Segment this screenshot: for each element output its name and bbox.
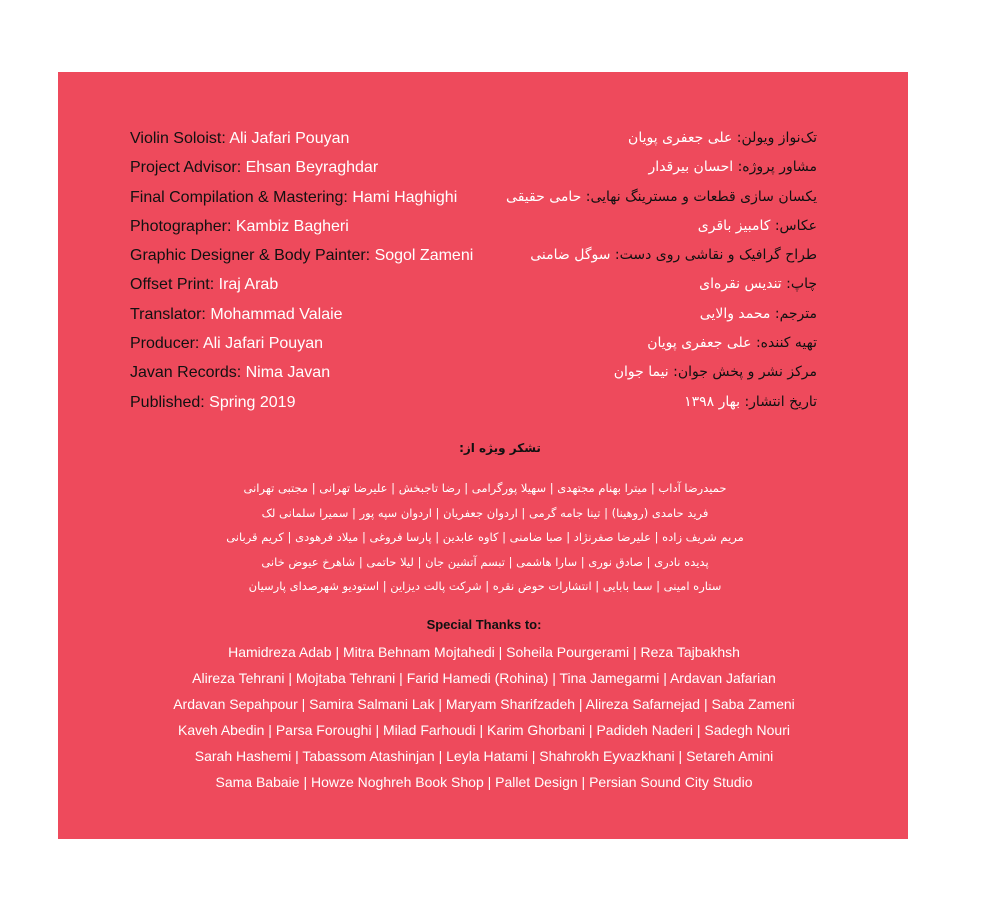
- thanks-line-en: Kaveh Abedin | Parsa Foroughi | Milad Farhoudi | Karim Ghorbani | Padideh Naderi | Sadegh Nouri: [178, 722, 790, 738]
- credit-label-fa: تاریخ انتشار:: [740, 393, 817, 410]
- credit-row-fa: [457, 388, 817, 417]
- credit-label: Javan Records:: [130, 364, 246, 382]
- thanks-line-en: Hamidreza Adab | Mitra Behnam Mojtahedi | Soheila Pourgerami | Reza Tajbakhsh: [228, 644, 740, 660]
- credit-label: Graphic Designer & Body Painter:: [130, 247, 375, 265]
- credit-value-fa: تندیس نقره‌ای: [699, 276, 782, 293]
- credit-label: Translator:: [130, 305, 211, 323]
- credit-label-fa: طراح گرافیک و نقاشی روی دست:: [610, 247, 817, 264]
- credit-value-fa: حامی حقیقی: [506, 188, 582, 205]
- credit-value-fa: سوگل ضامنی: [530, 247, 611, 264]
- thanks-list-english: [0, 639, 968, 795]
- thanks-line-en: Alireza Tehrani | Mojtaba Tehrani | Farid Hamedi (Rohina) | Tina Jamegarmi | Ardavan Jafarian: [192, 670, 776, 686]
- credit-row-fa: [457, 329, 817, 358]
- thanks-line-en: Sama Babaie | Howze Noghreh Book Shop | Pallet Design | Persian Sound City Studio: [215, 774, 753, 790]
- credit-row-fa: [457, 241, 817, 270]
- credit-value: Ali Jafari Pouyan: [202, 335, 323, 353]
- credit-value-fa: بهار ۱۳۹۸: [684, 393, 740, 410]
- credit-value: Sogol Zameni: [374, 247, 474, 265]
- credit-label-fa: چاپ:: [781, 276, 817, 293]
- credit-value: Iraj Arab: [218, 276, 279, 294]
- credit-label-fa: یکسان سازی قطعات و مسترینگ نهایی:: [581, 188, 817, 205]
- thanks-line-en: Sarah Hashemi | Tabassom Atashinjan | Leyla Hatami | Shahrokh Eyvazkhani | Setareh Amini: [194, 748, 774, 764]
- credit-label-fa: مشاور پروژه:: [733, 159, 817, 176]
- credit-value: Spring 2019: [209, 393, 296, 411]
- credit-label: Project Advisor:: [130, 159, 246, 177]
- credit-label: Producer:: [130, 335, 203, 353]
- thanks-line-fa: فرید حامدی (روهینا) | تینا جامه گرمی | اردوان جعفریان | اردوان سپه پور | سمیرا سلمانی لک: [261, 505, 709, 520]
- credit-row-fa: [457, 212, 817, 241]
- credit-value: Mohammad Valaie: [210, 305, 343, 323]
- credit-label: Violin Soloist:: [130, 130, 230, 147]
- credit-label: Published:: [130, 393, 210, 411]
- credit-value-fa: علی جعفری پویان: [647, 335, 752, 352]
- credit-value: Kambiz Bagheri: [235, 217, 349, 235]
- credit-label-fa: تک‌نواز ویولن:: [732, 130, 817, 146]
- credit-value-fa: محمد والایی: [699, 305, 771, 322]
- credit-label-fa: عکاس:: [770, 217, 817, 234]
- credit-row-fa: [457, 153, 817, 182]
- credit-label-fa: مرکز نشر و پخش جوان:: [668, 364, 817, 381]
- thanks-line-fa: ستاره امینی | سما بابایی | انتشارات حوض نقره | شرکت پالت دیزاین | استودیو شهرصدای پارسیان: [248, 579, 722, 593]
- thanks-title-english: Special Thanks to:: [426, 617, 542, 632]
- thanks-line-fa: مریم شریف زاده | علیرضا صفرنژاد | صبا ضامنی | کاوه عابدین | پارسا فروغی | میلاد فرهودی | کریم قربانی: [226, 530, 744, 544]
- credit-value-fa: کامبیز باقری: [697, 217, 771, 234]
- thanks-line-fa: پدیده نادری | صادق نوری | سارا هاشمی | تبسم آتشین جان | لیلا حاتمی | شاهرخ عیوض خانی: [261, 554, 709, 569]
- credit-row-fa: [457, 124, 817, 153]
- credit-row-fa: [457, 358, 817, 387]
- credit-value-fa: احسان بیرقدار: [648, 159, 734, 176]
- thanks-list-persian: [0, 476, 970, 599]
- credit-row-fa: [457, 183, 817, 212]
- credit-label: Photographer:: [130, 217, 236, 235]
- credit-row-fa: [457, 300, 817, 329]
- credit-value: Hami Haghighi: [352, 188, 458, 206]
- thanks-line-fa: حمیدرضا آداب | میترا بهنام مجتهدی | سهیلا پورگرامی | رضا تاجبخش | علیرضا تهرانی | مجتبی تهرانی: [243, 481, 727, 495]
- thanks-line-en: Ardavan Sepahpour | Samira Salmani Lak | Maryam Sharifzadeh | Alireza Safarnejad | Saba Zameni: [173, 696, 795, 712]
- credit-value-fa: نیما جوان: [613, 364, 669, 381]
- credit-label: Offset Print:: [130, 276, 219, 294]
- credit-label-fa: تهیه کننده:: [751, 335, 817, 352]
- credit-value: Ehsan Beyraghdar: [245, 159, 379, 177]
- credit-value: Ali Jafari Pouyan: [229, 130, 350, 147]
- credit-label: Final Compilation & Mastering:: [130, 188, 353, 206]
- credit-row-fa: [457, 270, 817, 299]
- credits-persian: [457, 124, 817, 417]
- credit-label-fa: مترجم:: [770, 305, 817, 322]
- credit-value-fa: علی جعفری پویان: [628, 130, 733, 146]
- thanks-title-persian: تشکر ویژه از:: [459, 441, 541, 455]
- credit-value: Nima Javan: [245, 364, 331, 382]
